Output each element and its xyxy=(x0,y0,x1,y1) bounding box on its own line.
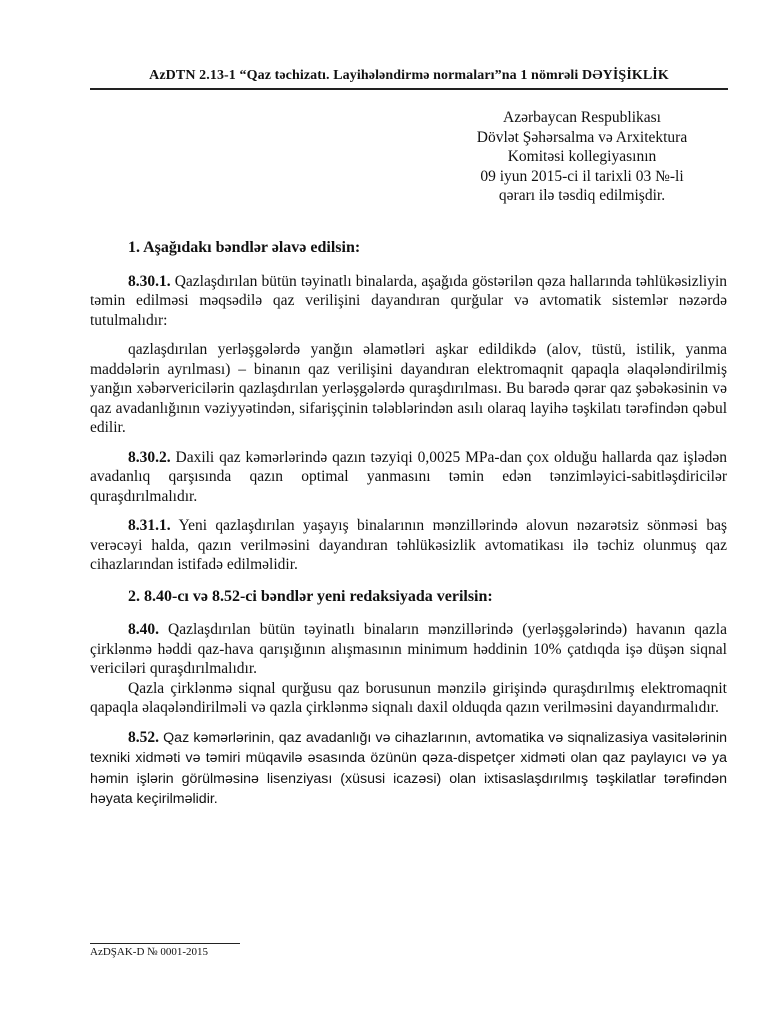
paragraph-8-30-2 xyxy=(90,448,727,507)
approval-line-2: Dövlət Şəhərsalma və Arxitektura xyxy=(476,128,688,146)
clause-number: 8.30.1. xyxy=(128,272,171,290)
clause-text: Qazlaşdırılan bütün təyinatlı binalarda, aşağıda göstərilən qəza hallarında təhlükəsizliyin təmin edilməsi məqsədilə qaz verilişini dayandıran qurğular və avtomatik sistemlər nəzərdə tutulmalıdır: xyxy=(90,272,727,329)
approval-line-3: Komitəsi kollegiyasının xyxy=(507,148,657,165)
paragraph-8-40-detail: Qazla çirklənmə siqnal qurğusu qaz borusunun mənzilə girişində quraşdırılmış elektromaqnit qapaqla əlaqələndirilməli və qazla çirklənmə siqnalı daxil olduqda qazın verilməsini dayandırmalıdır. xyxy=(90,679,727,716)
paragraph-8-40 xyxy=(90,620,727,679)
paragraph-8-52 xyxy=(90,728,727,810)
clause-text: Qaz kəmərlərinin, qaz avadanlığı və cihazlarının, avtomatika və siqnalizasiya vasitələrinin texniki xidməti və təmiri müqavilə əsasında özünün qəza-dispetçer xidməti olan qaz paylayıcı və ya həmin işlərin görülməsinə lisenziyası (xüsusi icazəsi) olan ixtisaslaşdırılmış təşkilatlar tərəfindən həyata keçirilməlidir. xyxy=(90,729,727,807)
clause-text: Qazlaşdırılan bütün təyinatlı binaların mənzillərində (yerləşgələrində) havanın qazla çirklənmə həddi qaz-hava qarışığının alışmasının minimum həddinin 10% çatdıqda işə düşən siqnal vericiləri quraşdırılmalıdır. xyxy=(90,621,727,677)
approval-line-1: Azərbaycan Respublikası xyxy=(503,109,661,126)
clause-text: Daxili qaz kəmərlərində qazın təzyiqi 0,0025 MPa-dan çox olduğu hallarda qaz işlədən avadanlıq qarşısında qazın optimal yanmasını təmin edən tənzimləyici-sabitləşdiricilər quraşdırılmalıdır. xyxy=(90,448,728,505)
document-body xyxy=(90,226,727,820)
section-2-title: 2. 8.40-cı və 8.52-ci bəndlər yeni redaksiyada verilsin: xyxy=(128,587,493,605)
approval-line-5: qərarı ilə təsdiq edilmişdir. xyxy=(498,187,666,204)
approval-line-4: 09 iyun 2015-ci il tarixli 03 №-li xyxy=(480,167,684,185)
header-divider xyxy=(90,88,728,90)
clause-number: 8.31.1. xyxy=(128,517,171,534)
document-header: AzDTN 2.13-1 “Qaz təchizatı. Layihələndirmə normaları”na 1 nömrəli DƏYİŞİKLİK xyxy=(149,68,669,83)
clause-number: 8.52. xyxy=(128,728,159,746)
approval-block xyxy=(432,108,732,206)
paragraph-8-31-1 xyxy=(90,516,727,575)
clause-number: 8.40. xyxy=(128,621,159,638)
clause-text: Yeni qazlaşdırılan yaşayış binalarının mənzillərində alovun nəzarətsiz sönməsi baş verəcəyi halda, qazın verilməsini dayandıran təhlükəsizlik avtomatikası ilə təchiz olunmuş qaz cihazlarından istifadə edilməlidir. xyxy=(90,517,727,573)
clause-number: 8.30.2. xyxy=(128,448,171,466)
document-code: AzDŞAK-D № 0001-2015 xyxy=(90,946,209,958)
paragraph-8-30-1-detail: qazlaşdırılan yerləşgələrdə yanğın əlamətləri aşkar edildikdə (alov, tüstü, istilik, yanma maddələrin ayrılması) – binanın qaz verilişini dayandıran elektromaqnit qapaqla əlaqələndirilmiş yanğın xəbərvericilərin qazlaşdırılan yerləşgələrdə quraşdırılması. Bu barədə qərar qaz şəbəkəsinin və qaz avadanlığının vəziyyətindən, sifarişçinin tələblərindən asılı olaraq layihə təşkilatı tərəfindən qəbul edilir. xyxy=(90,341,727,436)
footer-divider xyxy=(90,943,240,944)
paragraph-8-30-1 xyxy=(90,272,727,331)
section-1-title: 1. Aşağıdakı bəndlər əlavə edilsin: xyxy=(128,239,361,256)
